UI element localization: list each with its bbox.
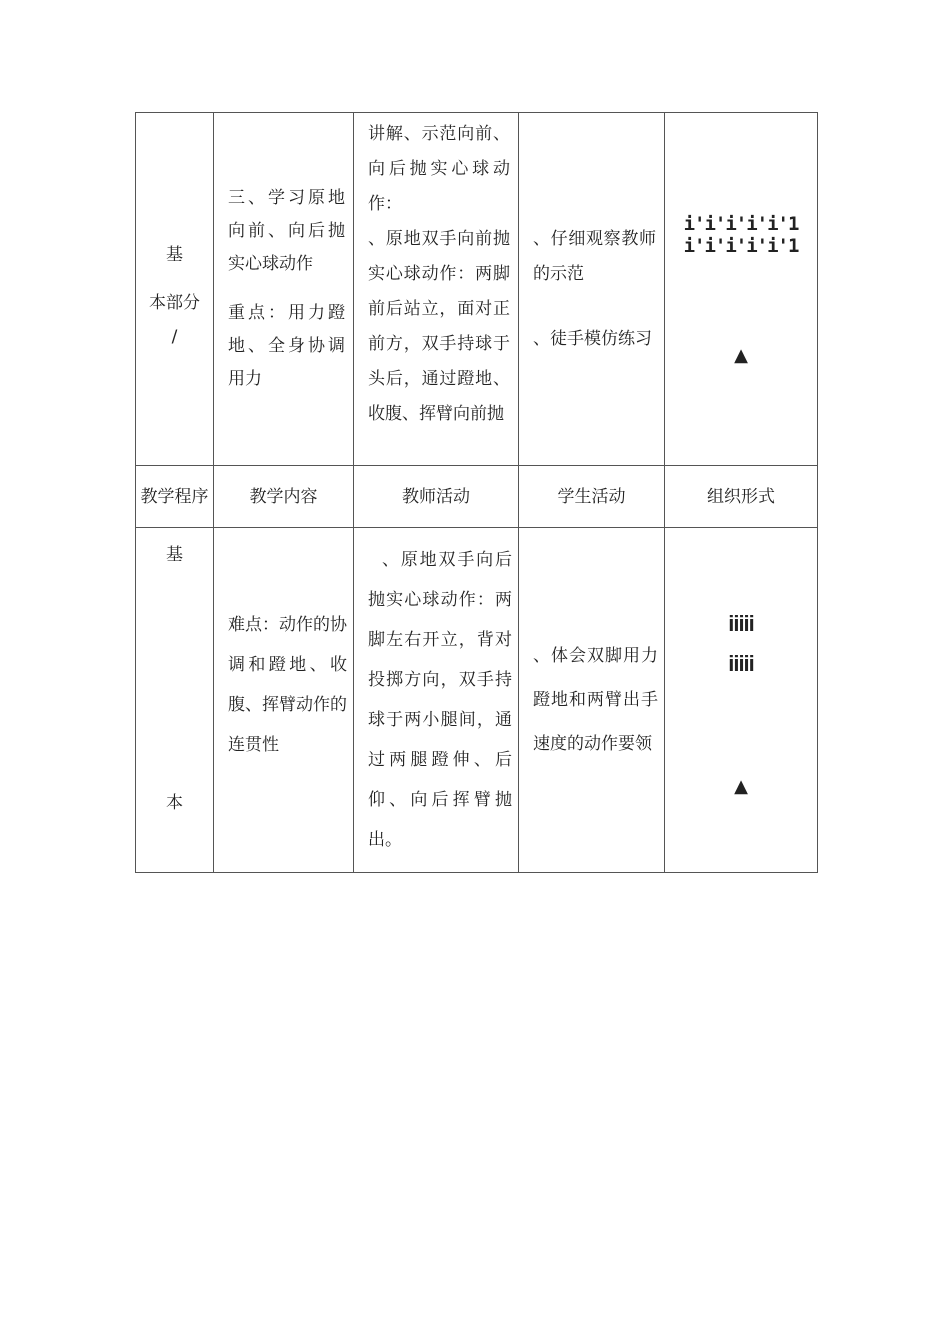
formation-pattern: i'i'i'i'i'1 [683, 212, 799, 235]
procedure-cell [136, 113, 214, 466]
content-text: 重点：用力蹬地、全身协调用力 [228, 303, 345, 389]
teacher-activity-cell [354, 113, 519, 466]
teacher-position-marker: ▲ [734, 344, 748, 366]
student-text: 、仔细观察教师的示范 [533, 228, 656, 284]
formation-pattern: iiiii [728, 650, 754, 676]
organization-cell [665, 528, 818, 873]
student-activity-cell [519, 528, 665, 873]
formation-pattern: iiiii [728, 610, 754, 636]
teacher-text: 讲解、示范向前、向后抛实心球动作： [368, 124, 510, 214]
procedure-text: / [171, 327, 178, 347]
procedure-text: 本部分 [149, 293, 200, 313]
header-content: 教学内容 [214, 466, 354, 528]
teacher-text: 、原地双手向后抛实心球动作：两脚左右开立，背对投掷方向，双手持球于两小腿间，通过两腿蹬伸、后仰、向后挥臂抛出。 [368, 550, 512, 850]
organization-cell [665, 113, 818, 466]
procedure-text: 本 [166, 793, 183, 813]
content-cell [214, 528, 354, 873]
formation-pattern: i'i'i'i'i'1 [683, 234, 799, 257]
header-student: 学生活动 [519, 466, 665, 528]
student-activity-cell [519, 113, 665, 466]
teacher-text: 、原地双手向前抛实心球动作：两脚前后站立，面对正前方，双手持球于头后，通过蹬地、收腹、挥臂向前抛 [368, 229, 510, 424]
table-row [136, 528, 818, 873]
content-text: 难点：动作的协调和蹬地、收腹、挥臂动作的连贯性 [228, 615, 347, 755]
student-text: 、徒手模仿练习 [533, 328, 652, 349]
header-organization: 组织形式 [665, 466, 818, 528]
procedure-text: 基 [166, 545, 183, 565]
content-cell [214, 113, 354, 466]
procedure-cell [136, 528, 214, 873]
procedure-text: 基 [166, 245, 183, 265]
content-text: 三、学习原地向前、向后抛实心球动作 [228, 188, 345, 274]
table-row [136, 113, 818, 466]
teacher-activity-cell [354, 528, 519, 873]
header-procedure: 教学程序 [136, 466, 214, 528]
table-header-row [136, 466, 818, 528]
student-text: 、体会双脚用力蹬地和两臂出手速度的动作要领 [533, 646, 658, 754]
header-teacher: 教师活动 [354, 466, 519, 528]
teacher-position-marker: ▲ [734, 775, 748, 797]
lesson-plan-table [135, 112, 818, 873]
